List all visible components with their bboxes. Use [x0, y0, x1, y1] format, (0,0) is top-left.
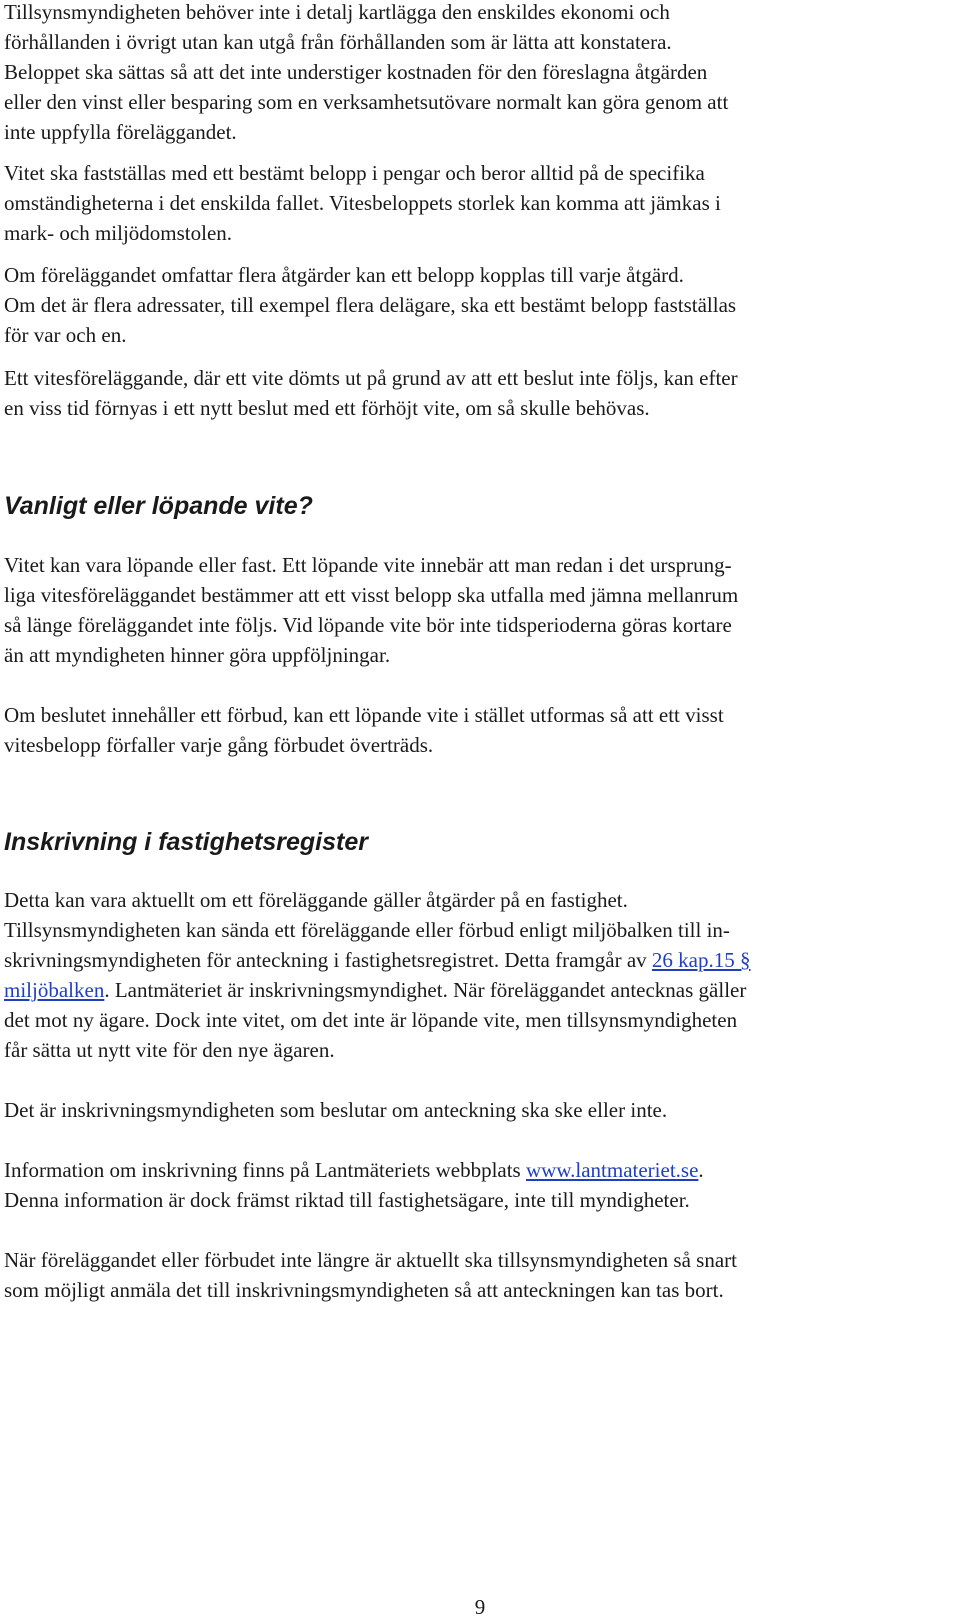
paragraph-7-line-1: Detta kan vara aktuellt om ett föreläggande gäller åtgärder på en fastighet.	[4, 888, 628, 912]
paragraph-1-line-3: Beloppet ska sättas så att det inte understiger kostnaden för den föreslagna åtgärden	[4, 60, 708, 84]
paragraph-7-line-5: det mot ny ägare. Dock inte vitet, om det inte är löpande vite, men tillsynsmyndigheten	[4, 1008, 738, 1032]
paragraph-10-line-2: som möjligt anmäla det till inskrivningsmyndigheten så att anteckningen kan tas bort.	[4, 1278, 724, 1302]
paragraph-9-line-1-text: Information om inskrivning finns på Lantmäteriets webbplats	[4, 1158, 526, 1182]
paragraph-7-line-4	[4, 975, 746, 1005]
paragraph-3-line-2: Om det är flera adressater, till exempel flera delägare, ska ett bestämt belopp fastställas	[4, 293, 737, 317]
section-heading-vite: Vanligt eller löpande vite?	[4, 492, 313, 520]
paragraph-7-line-3	[4, 945, 750, 975]
paragraph-8-line-1: Det är inskrivningsmyndigheten som beslutar om anteckning ska ske eller inte.	[4, 1098, 668, 1122]
paragraph-4-line-1: Ett vitesföreläggande, där ett vite dömts ut på grund av att ett beslut inte följs, kan efter	[4, 366, 738, 390]
paragraph-6-line-2: vitesbelopp förfaller varje gång förbudet överträds.	[4, 733, 434, 757]
page-number: 9	[474, 1595, 486, 1619]
paragraph-3-line-3: för var och en.	[4, 323, 127, 347]
paragraph-5-line-1: Vitet kan vara löpande eller fast. Ett löpande vite innebär att man redan i det ursprung-	[4, 553, 732, 577]
paragraph-5-line-2: liga vitesföreläggandet bestämmer att ett visst belopp ska utfalla med jämna mellanrum	[4, 583, 739, 607]
paragraph-1-line-1: Tillsynsmyndigheten behöver inte i detalj kartlägga den enskildes ekonomi och	[4, 0, 670, 24]
paragraph-9-line-1-period: .	[698, 1158, 704, 1182]
paragraph-10-line-1: När föreläggandet eller förbudet inte längre är aktuellt ska tillsynsmyndigheten så snart	[4, 1248, 738, 1272]
section-heading-inskrivning: Inskrivning i fastighetsregister	[4, 828, 368, 856]
paragraph-2-line-3: mark- och miljödomstolen.	[4, 221, 233, 245]
paragraph-7-line-3-text: skrivningsmyndigheten för anteckning i fastighetsregistret. Detta framgår av	[4, 948, 652, 972]
paragraph-7-line-4-text: . Lantmäteriet är inskrivningsmyndighet. När föreläggandet antecknas gäller	[104, 978, 747, 1002]
paragraph-1-line-5: inte uppfylla föreläggandet.	[4, 120, 237, 144]
paragraph-7-line-6: får sätta ut nytt vite för den nye ägaren.	[4, 1038, 335, 1062]
paragraph-1-line-4: eller den vinst eller besparing som en verksamhetsutövare normalt kan göra genom att	[4, 90, 729, 114]
paragraph-2-line-1: Vitet ska fastställas med ett bestämt belopp i pengar och beror alltid på de specifika	[4, 161, 705, 185]
paragraph-1-line-2: förhållanden i övrigt utan kan utgå från förhållanden som är lätta att konstatera.	[4, 30, 672, 54]
paragraph-5-line-4: än att myndigheten hinner göra uppföljningar.	[4, 643, 391, 667]
law-reference-link[interactable]: 26 kap.15 §	[651, 948, 751, 972]
paragraph-2-line-2: omständigheterna i det enskilda fallet. Vitesbeloppets storlek kan komma att jämkas i	[4, 191, 721, 215]
paragraph-3-line-1: Om föreläggandet omfattar flera åtgärder kan ett belopp kopplas till varje åtgärd.	[4, 263, 684, 287]
paragraph-7-line-2: Tillsynsmyndigheten kan sända ett föreläggande eller förbud enligt miljöbalken till in-	[4, 918, 730, 942]
paragraph-6-line-1: Om beslutet innehåller ett förbud, kan ett löpande vite i stället utformas så att ett visst	[4, 703, 724, 727]
paragraph-4-line-2: en viss tid förnyas i ett nytt beslut med ett förhöjt vite, om så skulle behövas.	[4, 396, 650, 420]
law-reference-link-continued[interactable]: miljöbalken	[4, 978, 105, 1002]
paragraph-5-line-3: så länge föreläggandet inte följs. Vid löpande vite bör inte tidsperioderna göras kortare	[4, 613, 732, 637]
paragraph-9-line-2: Denna information är dock främst riktad till fastighetsägare, inte till myndigheter.	[4, 1188, 690, 1212]
lantmateriet-website-link[interactable]: www.lantmateriet.se	[525, 1158, 699, 1182]
paragraph-9-line-1	[4, 1155, 704, 1185]
